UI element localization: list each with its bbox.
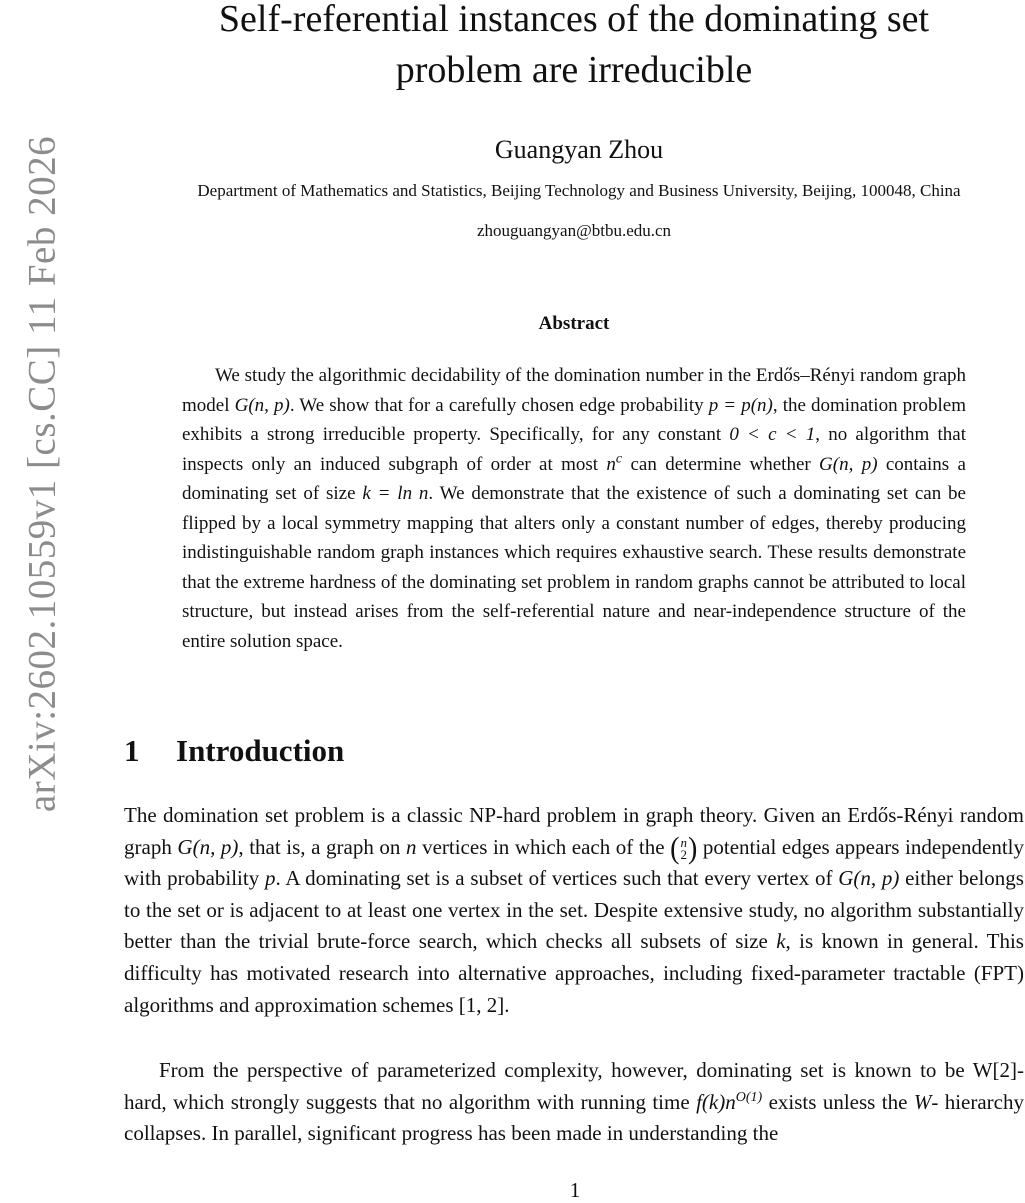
- math-expression: G(n, p): [838, 866, 900, 891]
- section-title: Introduction: [176, 733, 345, 768]
- body-paragraph-2: From the perspective of parameterized complexity, however, dominating set is known to be W[2]-hard, which strongly suggests that no algorithm with running time $f(k)n^{O(1)}$ exists unless the W- hierarchy collapses. In parallel, significant progress has been made in understanding the: [124, 1058, 1024, 1146]
- abstract-heading: Abstract: [538, 313, 610, 334]
- title-line-1: Self-referential instances of the dominating set: [218, 0, 930, 40]
- math-expression: G(n, p): [177, 834, 239, 859]
- math-expression: k = ln n: [362, 483, 429, 504]
- title-line-2: problem are irreducible: [395, 49, 753, 91]
- paper-title: [150, 0, 998, 96]
- math-expression: n: [606, 453, 616, 475]
- binomial-coefficient: ( n 2 ): [670, 831, 698, 866]
- math-expression: p = p(n): [708, 394, 773, 416]
- math-expression: f(k)n: [696, 1089, 736, 1114]
- math-expression: 0 < c < 1: [729, 424, 816, 445]
- abstract-text: We study the algorithmic decidability of the domination number in the Erdős–Rényi random graph model G(n, p). We show that for a carefully chosen edge probability p = p(n), the domination problem exhibits a strong irreducible property. Specifically, for any constant 0 < c < 1, no algorithm that inspects only an induced subgraph of order at most $n^c$ can determine whether G(n, p) contains a dominating set of size k = ln n. We demonstrate that the existence of such a dominating set can be flipped by a local symmetry mapping that alters only a constant number of edges, thereby producing indistinguishable random graph instances which requires exhaustive search. These results demonstrate that the extreme hardness of the dominating set problem in random graphs cannot be attributed to local structure, but instead arises from the self-referential nature and near-independence structure of the entire solution space.: [182, 365, 966, 652]
- author-name: Guangyan Zhou: [494, 135, 664, 164]
- math-expression: k: [776, 929, 786, 954]
- math-superscript: O(1): [735, 1089, 763, 1105]
- section-heading: [124, 733, 344, 769]
- math-expression: G(n, p): [819, 453, 878, 475]
- math-expression: n: [406, 834, 417, 859]
- author-email[interactable]: zhouguangyan@btbu.edu.cn: [476, 221, 672, 240]
- math-expression: p: [264, 866, 276, 891]
- author-affiliation: Department of Mathematics and Statistics, Beijing Technology and Business University, Beijing, 100048, China: [197, 181, 961, 200]
- body-paragraph-1: The domination set problem is a classic NP-hard problem in graph theory. Given an Erdős-Rényi random graph G(n, p), that is, a graph on n vertices in which each of the ( n 2 ) potential edges appears independently with probability p. A dominating set is a subset of vertices such that every vertex of G(n, p) either belongs to the set or is adjacent to at least one vertex in the set. Despite extensive study, no algorithm substantially better than the trivial brute-force search, which checks all subsets of size k, is known in general. This difficulty has motivated research into alternative approaches, including fixed-parameter tractable (FPT) algorithms and approximation schemes [1, 2].: [124, 803, 1024, 1017]
- math-expression: G(n, p): [234, 394, 290, 416]
- arxiv-identifier[interactable]: arXiv:2602.10559v1 [cs.CC] 11 Feb 2026: [20, 135, 64, 813]
- page-number: 1: [569, 1178, 581, 1202]
- math-superscript: c: [615, 451, 623, 467]
- section-number: 1: [124, 733, 140, 768]
- math-expression: W: [913, 1089, 932, 1114]
